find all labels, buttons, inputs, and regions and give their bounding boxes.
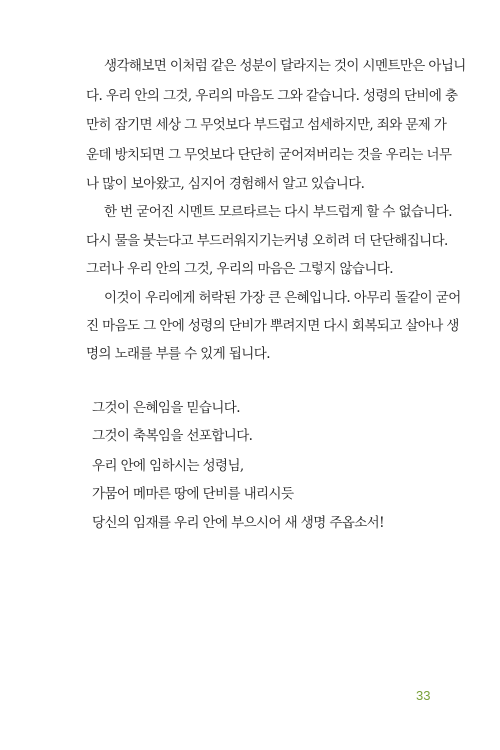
verse-line: 우리 안에 임하시는 성령님, <box>92 458 244 474</box>
body-line: 운데 방치되면 그 무엇보다 단단히 굳어져버리는 것을 우리는 너무 <box>86 147 452 163</box>
body-line: 이것이 우리에게 허락된 가장 큰 은혜입니다. 아무리 돌같이 굳어 <box>104 290 461 306</box>
verse-line: 그것이 은혜임을 믿습니다. <box>92 400 240 416</box>
body-line: 만히 잠기면 세상 그 무엇보다 부드럽고 섬세하지만, 죄와 문제 가 <box>86 117 447 133</box>
verse-line: 당신의 임재를 우리 안에 부으시어 새 생명 주옵소서! <box>92 515 384 531</box>
body-line: 명의 노래를 부를 수 있게 됩니다. <box>86 346 270 362</box>
body-line: 나 많이 보아왔고, 심지어 경험해서 알고 있습니다. <box>86 176 365 192</box>
page-number: 33 <box>416 688 431 703</box>
body-line: 다시 물을 붓는다고 부드러워지기는커녕 오히려 더 단단해집니다. <box>86 233 448 249</box>
verse-line: 그것이 축복임을 선포합니다. <box>92 428 253 444</box>
body-line: 그러나 우리 안의 그것, 우리의 마음은 그렇지 않습니다. <box>86 261 393 277</box>
body-line: 다. 우리 안의 그것, 우리의 마음도 그와 같습니다. 성령의 단비에 충 <box>86 88 458 104</box>
verse-line: 가뭄어 메마른 땅에 단비를 내리시듯 <box>92 486 294 502</box>
body-line: 생각해보면 이처럼 같은 성분이 달라지는 것이 시멘트만은 아닙니 <box>104 58 466 74</box>
body-line: 진 마음도 그 안에 성령의 단비가 뿌려지면 다시 회복되고 살아나 생 <box>86 318 459 334</box>
body-line: 한 번 굳어진 시멘트 모르타르는 다시 부드럽게 할 수 없습니다. <box>104 204 452 220</box>
